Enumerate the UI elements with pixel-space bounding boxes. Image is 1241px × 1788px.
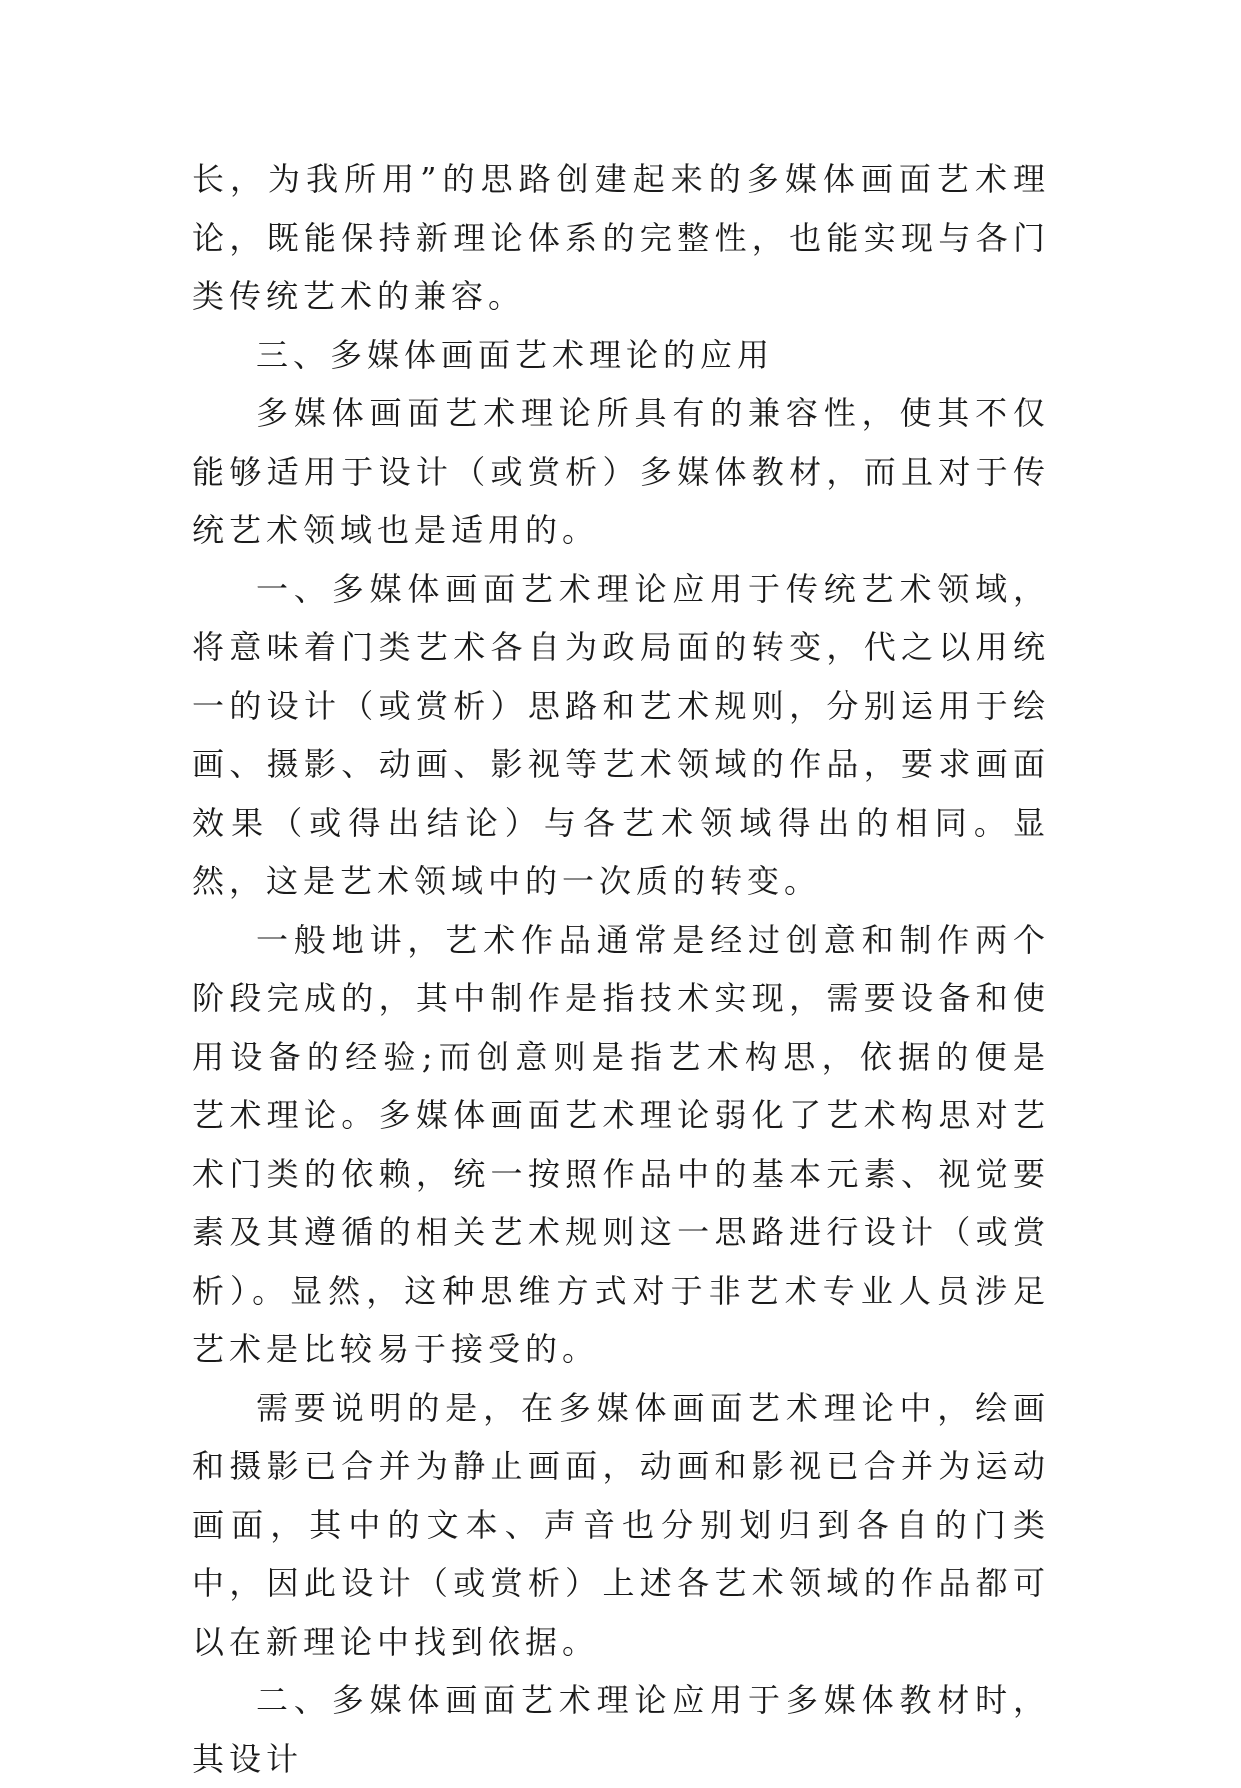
paragraph-compatibility: 多媒体画面艺术理论所具有的兼容性，使其不仅能够适用于设计（或赏析）多媒体教材，而且对于传统艺术领域也是适用的。 (192, 394, 1050, 549)
section-heading: 三、多媒体画面艺术理论的应用 (256, 335, 775, 374)
document-page (192, 150, 1050, 1788)
paragraph-multimedia-materials: 二、多媒体画面艺术理论应用于多媒体教材时，其设计 (192, 1681, 1050, 1778)
paragraph-traditional-art: 一、多媒体画面艺术理论应用于传统艺术领域，将意味着门类艺术各自为政局面的转变，代之以用统一的设计（或赏析）思路和艺术规则，分别运用于绘画、摄影、动画、影视等艺术领域的作品，要求画面效果（或得出结论）与各艺术领域得出的相同。显然，这是艺术领域中的一次质的转变。 (192, 569, 1050, 900)
paragraph-note: 需要说明的是，在多媒体画面艺术理论中，绘画和摄影已合并为静止画面，动画和影视已合并为运动画面，其中的文本、声音也分别划归到各自的门类中，因此设计（或赏析）上述各艺术领域的作品都可以在新理论中找到依据。 (192, 1388, 1050, 1661)
paragraph-continuation: 长，为我所用”的思路创建起来的多媒体画面艺术理论，既能保持新理论体系的完整性，也能实现与各门类传统艺术的兼容。 (192, 160, 1050, 315)
paragraph-creation-stages: 一般地讲，艺术作品通常是经过创意和制作两个阶段完成的，其中制作是指技术实现，需要设备和使用设备的经验;而创意则是指艺术构思，依据的便是艺术理论。多媒体画面艺术理论弱化了艺术构思对艺术门类的依赖，统一按照作品中的基本元素、视觉要素及其遵循的相关艺术规则这一思路进行设计（或赏析）。显然，这种思维方式对于非艺术专业人员涉足艺术是比较易于接受的。 (192, 920, 1050, 1368)
